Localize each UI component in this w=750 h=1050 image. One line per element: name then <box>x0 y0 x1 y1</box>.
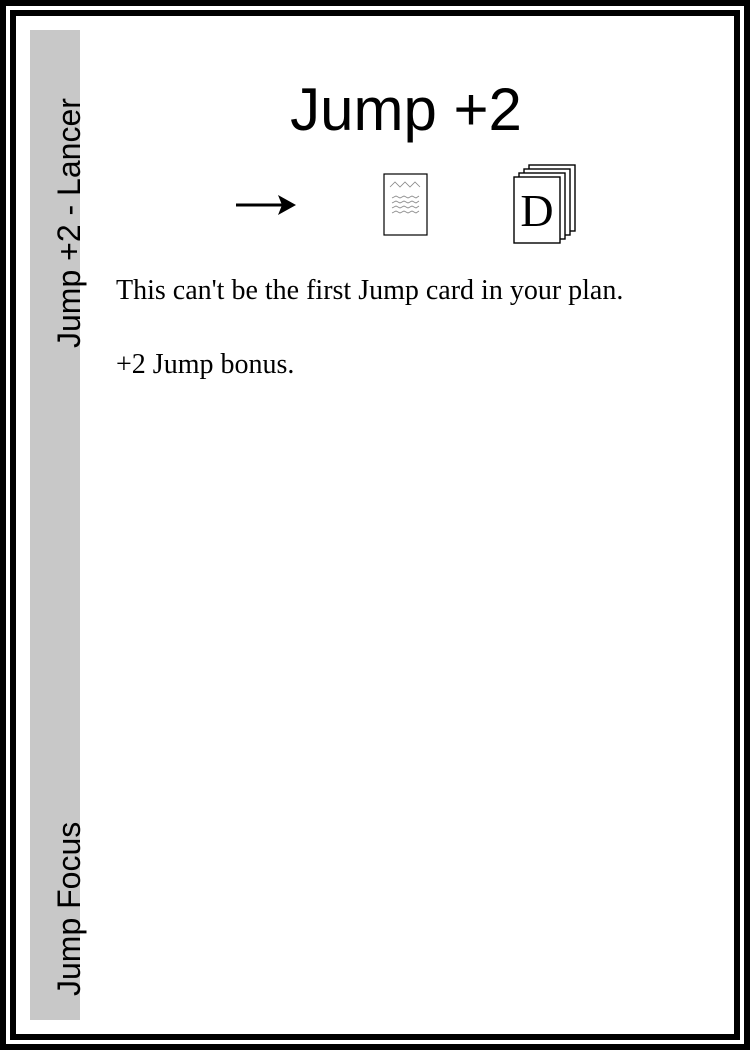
side-label-card-name: Jump +2 - Lancer <box>51 98 87 348</box>
document-page-icon <box>382 172 430 238</box>
card-face <box>16 16 734 1034</box>
side-label-card-category: Jump Focus <box>51 821 87 996</box>
deck-icon <box>512 162 580 244</box>
rule-text-bonus: +2 Jump bonus. <box>116 349 295 380</box>
arrow-right-icon <box>234 186 298 224</box>
icon-row <box>16 16 734 276</box>
deck-icon-letter: D <box>520 185 554 236</box>
rule-text-restriction: This can't be the first Jump card in your plan. <box>116 275 624 306</box>
card-title: Jump +2 <box>290 76 522 143</box>
